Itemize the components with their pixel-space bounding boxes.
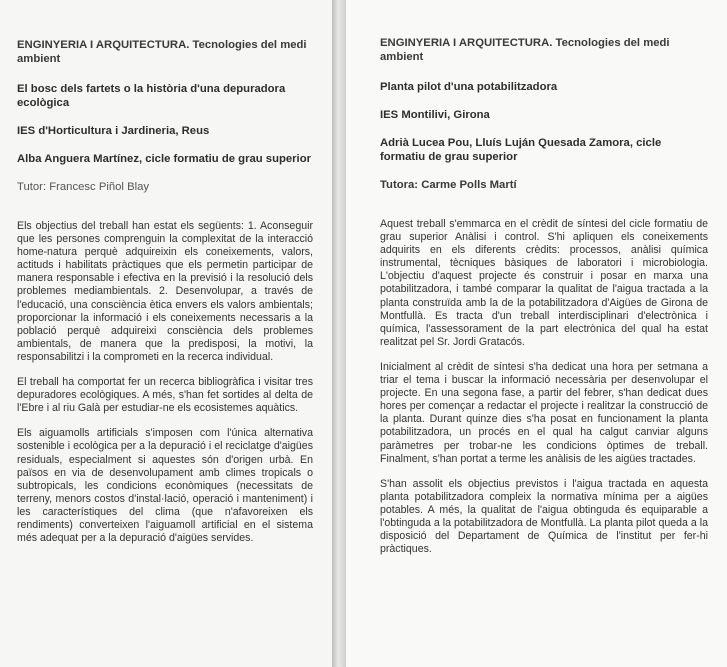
body-paragraph: Els objectius del treball han estat els següents: 1. Aconseguir que les persones comprenguin la complexitat de la interacció home-natura perquè adquireixin els coneixements, valors, actituds i habilitats pràctiques que els permetin participar de manera responsable i efectiva en la previsió i la resolució dels problemes mediambientals. 2. Desenvolupar, a través de l'educació, una consciència ètica envers els valors ambientals; proporcionar la informació i els coneixements necessaris a la població perquè adquireixi consciència dels problemes ambientals, de manera que la predisposi, la motivi, la responsabilitzi i la comprometi en la recerca individual. xyxy=(17,220,313,363)
author-line: Alba Anguera Martínez, cicle formatiu de grau superior xyxy=(17,153,311,165)
school-name: IES d'Horticultura i Jardineria, Reus xyxy=(17,125,210,137)
tutor-line: Tutora: Carme Polls Martí xyxy=(380,179,517,191)
article-title: Planta pilot d'una potabilitzadora xyxy=(380,81,558,93)
right-page-content xyxy=(380,36,708,568)
left-page xyxy=(0,0,332,667)
author-line: Adrià Lucea Pou, Lluís Luján Quesada Zamora, cicle formatiu de grau superior xyxy=(380,137,662,163)
article-title: El bosc dels fartets o la història d'una depuradora ecològica xyxy=(17,83,286,109)
body-paragraph: El treball ha comportat fer un recerca bibliogràfica i visitar tres depuradores ecològiques. A més, s'han fet sortides al delta de l'Ebre i al riu Galà per estudiar-ne els ecosistemes aquàtics. xyxy=(17,376,313,415)
section-heading: ENGINYERIA I ARQUITECTURA. Tecnologies del medi ambient xyxy=(380,37,670,63)
section-heading: ENGINYERIA I ARQUITECTURA. Tecnologies del medi ambient xyxy=(17,39,307,65)
right-page xyxy=(346,0,727,667)
school-name: IES Montilivi, Girona xyxy=(380,109,490,121)
left-page-content xyxy=(17,38,313,557)
tutor-line: Tutor: Francesc Piñol Blay xyxy=(17,181,150,193)
body-paragraph: S'han assolit els objectius previstos i l'aigua tractada en aquesta planta potabilitzadora compleix la normativa mínima per a aigües potables. A més, la qualitat de l'aigua obtinguda és equiparable a l'obtinguda a la potabilitzadora de Montfullà. La planta pilot queda a la disposició del Departament de Química de l'institut per fer-hi pràctiques. xyxy=(380,477,708,556)
body-paragraph: Els aiguamolls artificials s'imposen com l'única alternativa sostenible i ecològica per a la depuració i el reciclatge d'aigües residuals, especialment si aquestes són d'origen urbà. En països en via de desenvolupament amb climes tropicals o subtropicals, les condicions econòmiques (necessitats de terreny, menors costos d'instal·lació, operació i manteniment) i les característiques del clima (que n'afavoreixen els rendiments) converteixen l'aiguamoll artificial en el sistema més adequat per a la depuració d'aigües servides. xyxy=(17,427,313,545)
book-gutter xyxy=(332,0,346,667)
body-paragraph: Aquest treball s'emmarca en el crèdit de síntesi del cicle formatiu de grau superior Anàlisi i control. S'hi apliquen els coneixements adquirits en els diferents crèdits: processos, anàlisi química instrumental, tècniques bàsiques de laboratori i microbiologia. L'objectiu d'aquest projecte és construir i posar en marxa una potabilitzadora, i també comparar la qualitat de l'aigua tractada a la planta construïda amb la de la potabilitzadora d'Aigües de Girona de Montfullà. Es tracta d'un treball interdisciplinari d'electrònica i química, l'assessorament de la part electrònica del qual ha estat realitzat pel Sr. Jordi Gratacós. xyxy=(380,218,708,348)
body-paragraph: Inicialment al crèdit de síntesi s'ha dedicat una hora per setmana a triar el tema i buscar la informació necessària per desenvolupar el projecte. En una segona fase, a partir del febrer, s'han dedicat dues hores per començar a redactar el projecte i realitzar la construcció de la planta. Durant quinze dies s'ha posat en funcionament la planta potabilitzadora, un procés en el qual ha calgut canviar alguns paràmetres per trobar-ne les condicions òptimes de treball. Finalment, s'han portat a terme les anàlisis de les aigües tractades. xyxy=(380,360,708,465)
